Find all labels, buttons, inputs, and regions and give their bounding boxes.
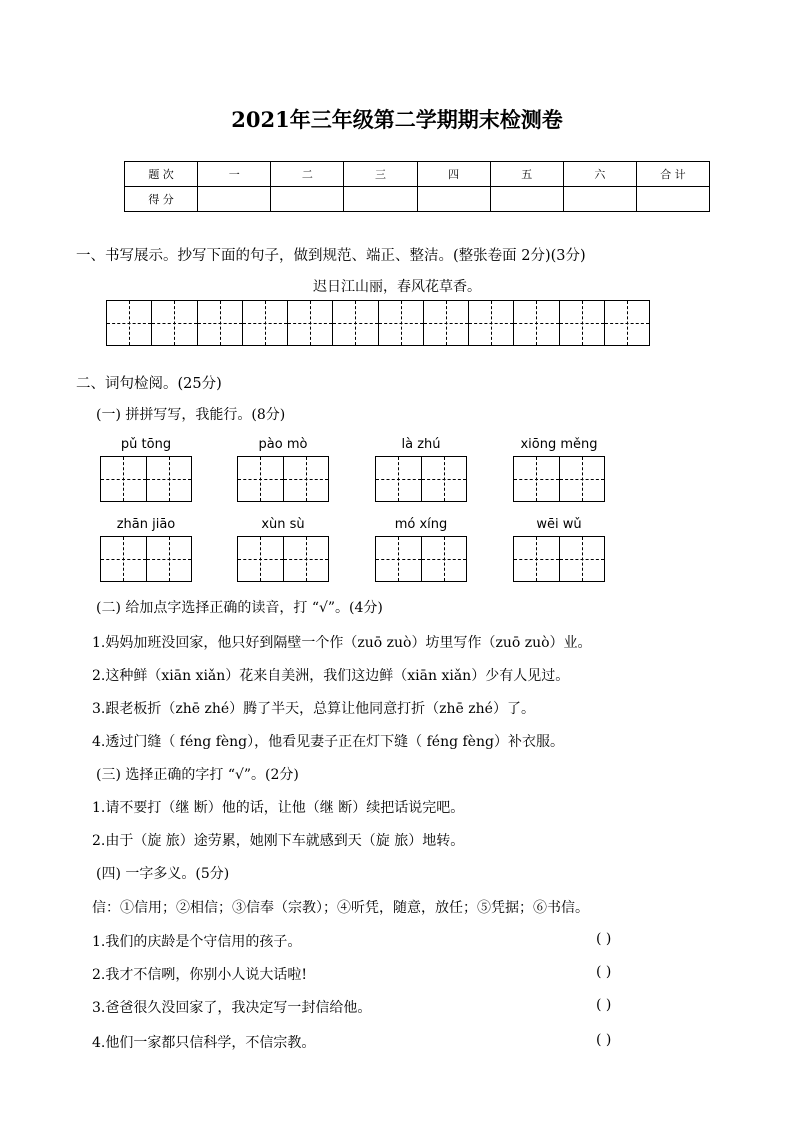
score-input-cell[interactable] xyxy=(636,187,709,212)
writing-cell[interactable] xyxy=(238,537,284,581)
part4-heading: (四) 一字多义。(5分) xyxy=(96,866,230,882)
score-table-score-row xyxy=(125,187,710,212)
reading-question: 2.这种鲜（xiān xiǎn）花来自美洲，我们这边鲜（xiān xiǎn）少有人见过。 xyxy=(92,668,570,684)
writing-cell[interactable] xyxy=(376,457,422,501)
score-table xyxy=(124,161,710,212)
character-box[interactable] xyxy=(375,456,467,502)
writing-cell[interactable] xyxy=(198,301,243,345)
answer-blank[interactable]: ( ) xyxy=(596,1032,612,1048)
character-question: 1.请不要打（继 断）他的话，让他（继 断）续把话说完吧。 xyxy=(92,800,465,816)
character-box[interactable] xyxy=(375,536,467,582)
pinyin-label: wēi wǔ xyxy=(536,517,582,532)
part2-heading: (二) 给加点字选择正确的读音，打 “√”。(4分) xyxy=(96,600,383,616)
score-cell: 三 xyxy=(344,162,417,187)
pinyin-label: là zhú xyxy=(401,437,441,452)
writing-cell[interactable] xyxy=(560,301,605,345)
pinyin-label: xùn sù xyxy=(261,517,305,532)
writing-cell[interactable] xyxy=(284,537,329,581)
score-cell: 合 计 xyxy=(636,162,709,187)
pinyin-label: xiōng měng xyxy=(520,437,598,452)
writing-cell[interactable] xyxy=(379,301,424,345)
score-cell: 五 xyxy=(490,162,563,187)
meaning-question: 2.我才不信咧，你别小人说大话啦! xyxy=(92,967,307,983)
writing-cell[interactable] xyxy=(514,537,560,581)
writing-cell[interactable] xyxy=(605,301,649,345)
writing-cell[interactable] xyxy=(514,457,560,501)
reading-question: 4.透过门缝（ féng fèng），他看见妻子正在灯下缝（ féng fèng）补衣服。 xyxy=(92,734,564,750)
writing-cell[interactable] xyxy=(238,457,284,501)
answer-blank[interactable]: ( ) xyxy=(596,964,612,980)
character-box[interactable] xyxy=(100,536,192,582)
writing-cell[interactable] xyxy=(376,537,422,581)
pinyin-label: zhān jiāo xyxy=(116,517,176,532)
character-box[interactable] xyxy=(237,536,329,582)
score-input-cell[interactable] xyxy=(271,187,344,212)
writing-cell[interactable] xyxy=(147,457,192,501)
character-box[interactable] xyxy=(513,536,605,582)
writing-cell[interactable] xyxy=(107,301,152,345)
part3-heading: (三) 选择正确的字打 “√”。(2分) xyxy=(96,767,299,783)
writing-cell[interactable] xyxy=(560,537,605,581)
part1-heading: (一) 拼拼写写，我能行。(8分) xyxy=(96,407,286,423)
meanings-list: 信：①信用；②相信；③信奉（宗教）；④听凭，随意，放任；⑤凭据；⑥书信。 xyxy=(92,900,589,916)
score-input-cell[interactable] xyxy=(344,187,417,212)
writing-cell[interactable] xyxy=(469,301,514,345)
score-input-cell[interactable] xyxy=(417,187,490,212)
writing-cell[interactable] xyxy=(101,537,147,581)
meaning-question: 3.爸爸很久没回家了，我决定写一封信给他。 xyxy=(92,1000,372,1016)
writing-cell[interactable] xyxy=(560,457,605,501)
writing-cell[interactable] xyxy=(288,301,333,345)
page-title: 2021年三年级第二学期期末检测卷 xyxy=(231,107,563,132)
writing-cell[interactable] xyxy=(424,301,469,345)
score-input-cell[interactable] xyxy=(198,187,271,212)
writing-cell[interactable] xyxy=(147,537,192,581)
score-input-cell[interactable] xyxy=(563,187,636,212)
character-question: 2.由于（旋 旅）途劳累，她刚下车就感到天（旋 旅）地转。 xyxy=(92,833,465,849)
score-cell: 二 xyxy=(271,162,344,187)
score-cell: 四 xyxy=(417,162,490,187)
section2-heading: 二、词句检阅。(25分) xyxy=(76,376,222,392)
reading-question: 1.妈妈加班没回家，他只好到隔壁一个作（zuō zuò）坊里写作（zuō zuò）业。 xyxy=(92,635,592,651)
pinyin-label: mó xíng xyxy=(394,517,448,532)
writing-cell[interactable] xyxy=(284,457,329,501)
writing-cell[interactable] xyxy=(101,457,147,501)
score-cell: 得 分 xyxy=(125,187,198,212)
score-input-cell[interactable] xyxy=(490,187,563,212)
character-box[interactable] xyxy=(100,456,192,502)
score-cell: 一 xyxy=(198,162,271,187)
writing-cell[interactable] xyxy=(333,301,378,345)
score-cell: 题 次 xyxy=(125,162,198,187)
writing-cell[interactable] xyxy=(152,301,197,345)
writing-cell[interactable] xyxy=(422,457,467,501)
score-cell: 六 xyxy=(563,162,636,187)
copy-writing-grid[interactable] xyxy=(106,300,650,346)
character-box[interactable] xyxy=(237,456,329,502)
character-box[interactable] xyxy=(513,456,605,502)
writing-cell[interactable] xyxy=(243,301,288,345)
pinyin-label: pào mò xyxy=(258,437,308,452)
pinyin-label: pǔ tōng xyxy=(120,437,172,452)
meaning-question: 1.我们的庆龄是个守信用的孩子。 xyxy=(92,934,302,950)
answer-blank[interactable]: ( ) xyxy=(596,997,612,1013)
score-table-header-row xyxy=(125,162,710,187)
reading-question: 3.跟老板折（zhē zhé）腾了半天，总算让他同意打折（zhē zhé）了。 xyxy=(92,701,535,717)
meaning-question: 4.他们一家都只信科学，不信宗教。 xyxy=(92,1035,316,1051)
writing-cell[interactable] xyxy=(514,301,559,345)
writing-cell[interactable] xyxy=(422,537,467,581)
section1-heading: 一、书写展示。抄写下面的句子，做到规范、端正、整洁。(整张卷面 2分)(3分) xyxy=(76,248,586,264)
answer-blank[interactable]: ( ) xyxy=(596,931,612,947)
copy-sentence: 迟日江山丽，春风花草香。 xyxy=(313,279,481,295)
